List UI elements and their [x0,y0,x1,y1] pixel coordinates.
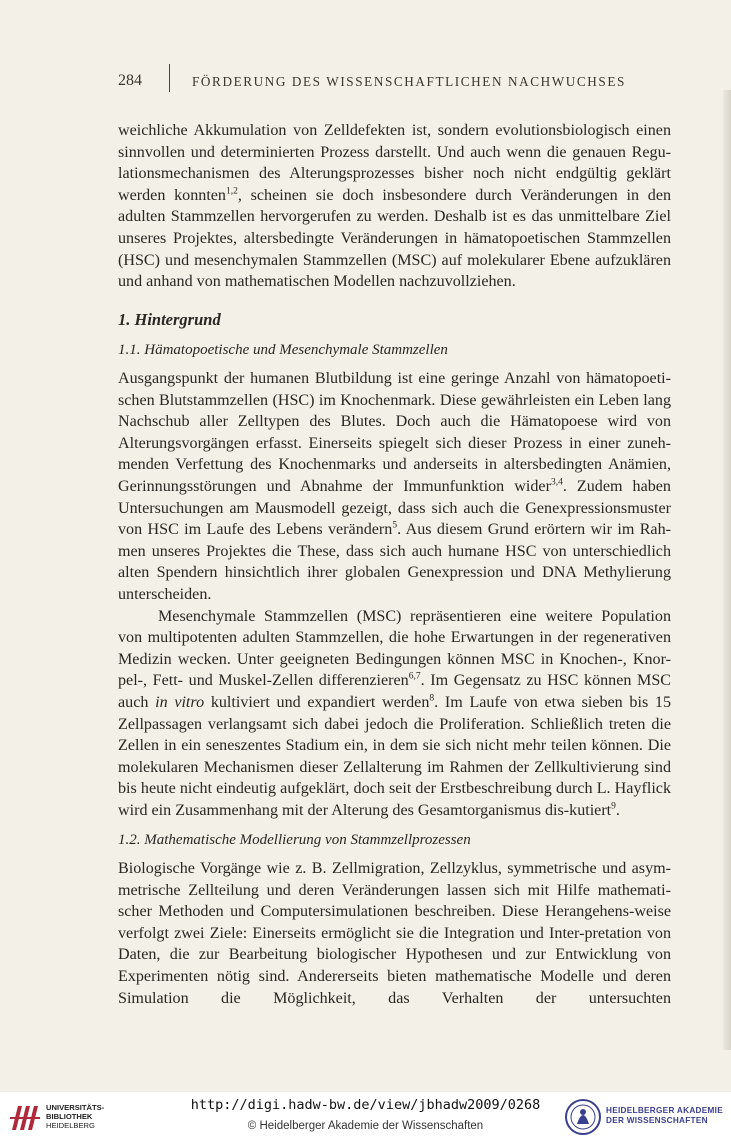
paragraph-text: . Im Gegensatz zu HSC können MSC auch [118,672,672,711]
intro-line [118,185,671,207]
intro-line: (HSC) und mesenchymalen Stammzellen (MSC) auf molekularer Ebene aufzuklären [118,251,671,269]
footnote-ref: 6,7 [408,671,421,682]
paragraph-text: . Aus diesem Grund erörtern wir im Rah-men unseres Projektes die These, dass sich auch humane HSC von unterschiedlich alten Spendern hinsichtlich ihrer globalen Genexpression und DNA Methylierung unterscheiden. [118,521,671,603]
permalink-url[interactable]: http://digi.hadw-bw.de/view/jbhadw2009/0268 [190,1097,541,1113]
footnote-ref: 8 [429,693,435,704]
body-paragraph-modelling [118,858,671,1009]
page-number: 284 [118,72,142,89]
paragraph [118,368,671,606]
copyright-notice: © Heidelberger Akademie der Wissenschaften [247,1120,484,1132]
intro-text: werden konnten [118,186,226,204]
academy-seal-icon [564,1098,602,1136]
running-header [118,70,678,94]
header-divider [169,64,170,92]
subsection-heading: 1.1. Hämatopoetische und Mesenchymale Stammzellen [118,342,448,358]
intro-text: , scheinen sie doch insbesondere durch Veränderungen in den [237,186,672,204]
footnote-ref: 1,2 [225,186,238,197]
library-name-line: HEIDELBERG [46,1121,95,1130]
intro-line: adulten Stammzellen hervorgerufen zu werden. Deshalb ist es das unmittelbare Ziel [118,208,671,226]
paragraph-text: Ausgangspunkt der humanen Blutbildung ist eine geringe Anzahl von hämatopoeti-schen Blutstammzellen (HSC) im Knochenmark. Diese gewährleisten ein Leben lang Nachschub aller Zelltypen des Blutes. Doch auch die Hämatopoese wird von Alterungsvorgängen erfasst. Einerseits spiegelt sich dieser Prozess in einer zuneh-menden Verfettung des Knochenmarks und anderseits in altersbedingten Anämien, Gerinnungsstörungen und Abnahme der Immunfunktion wider [118,370,671,495]
library-name-line: UNIVERSITÄTS- [46,1103,105,1112]
digitization-footer [0,1092,731,1142]
intro-paragraph [118,120,671,293]
library-name-line: BIBLIOTHEK [46,1112,93,1121]
footnote-ref: 9 [611,801,616,812]
paragraph-text: . [615,801,620,819]
academy-name-line: HEIDELBERGER AKADEMIE [606,1106,723,1115]
intro-line: unseres Projektes, altersbedingte Veränderungen in hämatopoetischen Stammzellen [118,229,671,247]
academy-name [606,1106,723,1126]
intro-line: weichliche Akkumulation von Zelldefekten ist, sondern evolutionsbiologisch einen [118,122,671,139]
intro-line: sinnvollen und determinierten Prozess darstellt. Und auch wenn die genauen Regu- [118,143,671,161]
footnote-ref: 3,4 [550,477,563,488]
running-title: FÖRDERUNG DES WISSENSCHAFTLICHEN NACHWUCHSES [192,74,626,89]
section-heading: 1. Hintergrund [118,310,221,329]
paragraph-text: kultiviert und expandiert werden [204,693,430,711]
footnote-ref: 5 [392,520,398,531]
intro-line: und anhand von mathematischen Modellen nachzuvollziehen. [118,273,516,291]
body-paragraph-hsc [118,368,671,821]
subsection-heading: 1.2. Mathematische Modellierung von Stammzellprozessen [118,832,471,848]
paragraph-text: Mesenchymale Stammzellen (MSC) repräsentieren eine weitere Population von multipotenten adulten Stammzellen, die hohe Erwartungen in der regenerativen Medizin wecken. Unter geeigneten Bedingungen können MSC in Knochen-, Knor-pel-, Fett- und Muskel-Zellen differenzieren [118,607,671,690]
academy-name-line: DER WISSENSCHAFTEN [606,1116,708,1125]
paragraph [118,606,671,822]
page-edge-shadow [723,90,731,1050]
italic-term: in vitro [155,693,205,711]
intro-line: lationsmechanismen des Alterungsprozesses bisher noch nicht endgültig geklärt [118,165,671,183]
paragraph-text: . Im Laufe von etwa sieben bis 15 Zellpassagen verlangsamt sich dabei jedoch die Proliferation. Schließlich treten die Zellen in ein seneszentes Stadium ein, in dem sie sich nicht mehr teilen können. Die molekularen Mechanismen dieser Zellalterung im Rahmen der Zellkultivierung sind bis heute nicht eindeutig aufgeklärt, doch seit der Erstbeschreibung durch L. Hayflick wird ein Zusammenhang mit der Alterung des Gesamtorganismus dis-kutiert [118,693,672,819]
paragraph: Biologische Vorgänge wie z. B. Zellmigration, Zellzyklus, symmetrische und asym-metrische Zellteilung und deren Veränderungen lassen sich mit Hilfe mathemati-scher Methoden und Computersimulationen beschreiben. Diese Herangehens-weise verfolgt zwei Ziele: Einerseits ermöglicht sie die Integration und Inter-pretation von Daten, die zur Bearbeitung biologischer Hypothesen und zur Entwicklung von Experimenten nötig sind. Andererseits bieten mathematische Modelle und deren Simulation die Möglichkeit, das Verhalten der untersuchten [118,860,671,1007]
paragraph-text: . Zudem haben Untersuchungen am Mausmodell gezeigt, dass sich auch die Genexpressionsmuster von HSC im Laufe des Lebens verändern [118,477,671,539]
